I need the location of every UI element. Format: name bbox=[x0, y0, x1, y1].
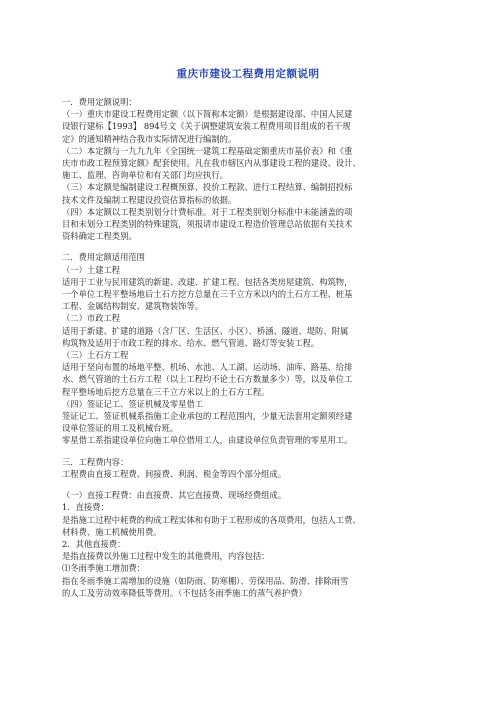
body-text-line: 施工、监理、咨询单位和有关部门均应执行。 bbox=[62, 170, 228, 181]
body-text-line: （四）本定额以工程类别划分计费标准。对于工程类别划分标准中未能涵盖的项 bbox=[62, 206, 353, 217]
paragraph-gap bbox=[62, 242, 434, 251]
body-text-line: 适用于坚向布置的场地平整、机场、水池、人工湖、运动场、油库、路基、给排 bbox=[62, 362, 353, 373]
body-text-line: 工程费由直接工程费、间接费、利润、税金等四个部分组成。 bbox=[62, 468, 287, 479]
body-text-line: 零星借工系指建设单位向施工单位借用工人，由建设单位负责管理的零星用工。 bbox=[62, 435, 353, 446]
body-text-line: 1．直接费： bbox=[62, 502, 109, 513]
body-text-line: 2．其他直接费： bbox=[62, 538, 126, 549]
body-text-line: （三）土石方工程 bbox=[62, 350, 129, 361]
body-text-line: （一）直接工程费：由直接费、其它直接费、现场经费组成。 bbox=[62, 490, 287, 501]
body-text-line: 材料费、施工机械使用费。 bbox=[62, 526, 162, 537]
body-text-line: （二）本定额与一九九九年《全国统一建筑工程基础定额重庆市基价表》和《重 bbox=[62, 145, 353, 156]
paragraph-gap bbox=[62, 480, 434, 489]
body-text-line: 是指施工过程中耗费的构成工程实体和有助于工程形成的各项费用，包括人工费、 bbox=[62, 514, 361, 525]
body-text-line: 技术文件及编制工程建设投资估算指标的依据。 bbox=[62, 194, 237, 205]
body-text-line: 程平整场地后挖方总量在三千立方米以上的土石方工程。 bbox=[62, 386, 270, 397]
body-text-line: （一）重庆市建设工程费用定额（以下简称本定额）是根据建设部、中国人民建 bbox=[62, 109, 353, 120]
document-page bbox=[62, 66, 434, 599]
body-text-line: 是指直接费以外施工过程中发生的其他费用，内容包括： bbox=[62, 551, 270, 562]
body-text-line: 一．费用定额说明： bbox=[62, 97, 137, 107]
body-text-line: （三）本定额是编制建设工程概预算、投价工程款、进行工程结算、编制招投标 bbox=[62, 182, 353, 193]
body-text-line: 三．工程费内容： bbox=[62, 456, 129, 467]
body-text-line: （四）签证记工、签证机械及零星借工 bbox=[62, 398, 204, 409]
body-text-line: 目和未划分工程类别的特殊建筑，须报请市建设工程造价管理总站依据有关技术 bbox=[62, 219, 353, 230]
body-text-line: 庆市市政工程预算定额》配套使用。凡在我市辖区内从事建设工程的建设、设计、 bbox=[62, 158, 361, 169]
body-text-line: 适用于新建、扩建的道路（含厂区、生活区、小区）、桥涵、隧道、堤防、附属 bbox=[62, 325, 349, 336]
body-text-line: 适用于工业与民用建筑的新建、改建、扩建工程。包括各类房屋建筑、构筑物， bbox=[62, 276, 353, 287]
document-title: 重庆市建设工程费用定额说明 bbox=[176, 68, 320, 80]
body-text-line: 指在冬雨季施工需增加的设施（如防雨、防寒棚）、劳保用品、防滑、排除雨雪 bbox=[62, 575, 349, 586]
body-text-line: 二．费用定额适用范围 bbox=[62, 252, 145, 263]
body-text-line: ⑴冬雨季施工增加费： bbox=[62, 563, 145, 574]
body-text-line: 资料确定工程类别。 bbox=[62, 231, 137, 242]
body-text-line: 设单位签证的用工及机械台班。 bbox=[62, 423, 179, 434]
body-text-line: 定》的通知精神结合我市实际情况进行编制的。 bbox=[62, 133, 237, 144]
body-text-line: 设银行建标【1993】 894号文《关于调整建筑安装工程费用项目组成的若干规 bbox=[62, 121, 351, 132]
body-text-line: 构筑物及适用于市政工程的排水、给水、燃气管道、路灯等安装工程。 bbox=[62, 337, 320, 348]
body-text-line: （一）土建工程 bbox=[62, 264, 121, 275]
body-text-line: 工程、金属结构制安、建筑物装饰等。 bbox=[62, 301, 204, 312]
document-body bbox=[62, 96, 434, 599]
body-text-line: 签证记工、签证机械系指施工企业承包的工程范围内，少量无法套用定额须经建 bbox=[62, 411, 353, 422]
body-text-line: 的人工及劳动效率降低等费用。（不包括冬雨季施工的蒸气养护费） bbox=[62, 587, 307, 598]
body-text-line: 水、燃气管道的土石方工程（以上工程均不论土石方数量多少）等，以及单位工 bbox=[62, 374, 353, 385]
paragraph-gap bbox=[62, 447, 434, 456]
body-text-line: （二）市政工程 bbox=[62, 313, 121, 324]
body-text-line: 一个单位工程平整场地后土石方挖方总量在三千立方米以内的土石方工程、桩基 bbox=[62, 289, 353, 300]
